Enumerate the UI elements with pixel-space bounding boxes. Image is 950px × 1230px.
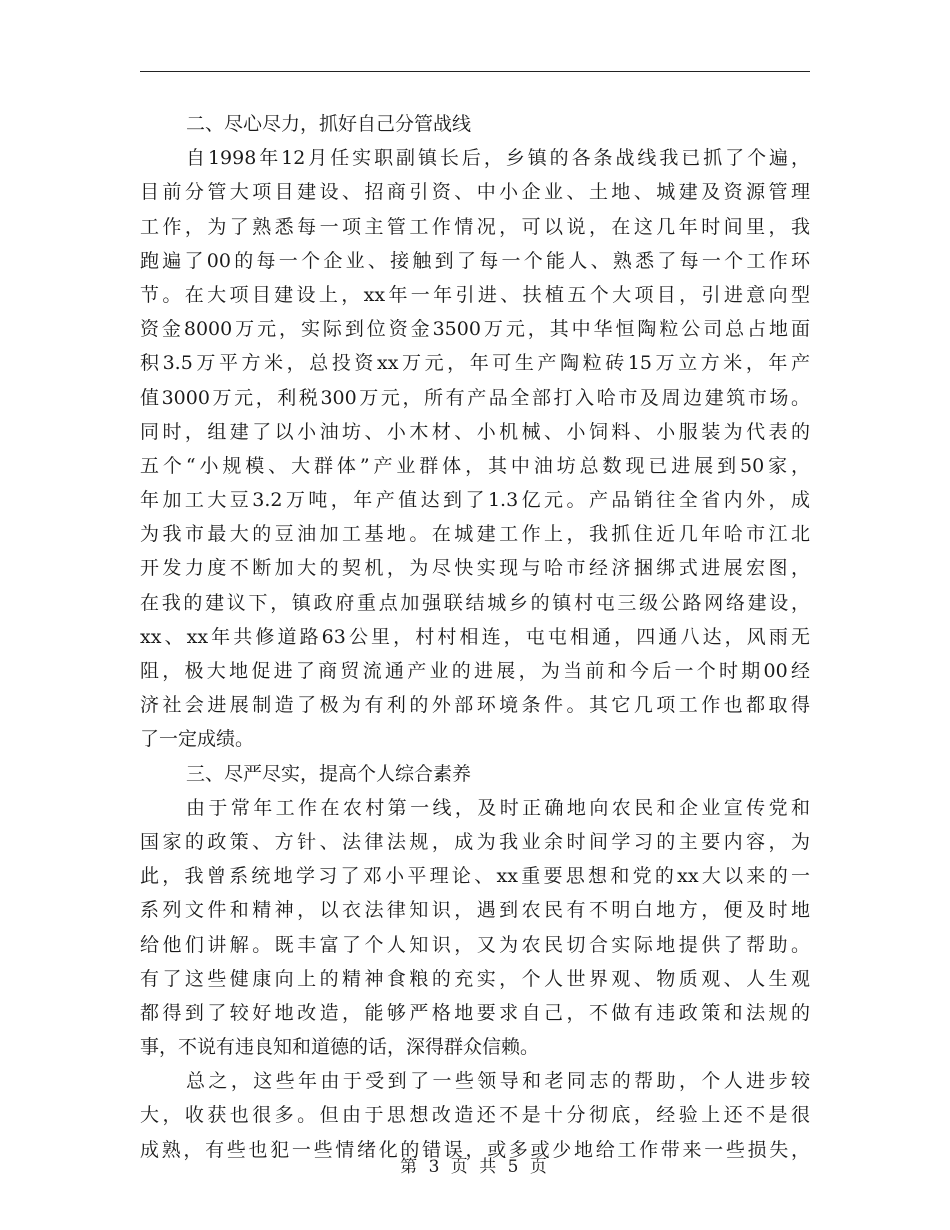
document-body — [140, 107, 810, 1167]
paragraph-line: 阻，极大地促进了商贸流通产业的进展，为当前和今后一个时期00经 — [140, 660, 810, 682]
section-heading-3: 三、尽严尽实，提高个人综合素养 — [186, 762, 472, 785]
header-rule — [140, 71, 810, 72]
paragraph-line: 此，我曾系统地学习了邓小平理论、xx重要思想和党的xx大以来的一 — [140, 865, 810, 888]
paragraph-line: 济社会进展制造了极为有利的外部环境条件。其它几项工作也都取得 — [140, 694, 810, 717]
paragraph-line: 总之，这些年由于受到了一些领导和老同志的帮助，个人进步较 — [186, 1070, 810, 1093]
section-heading-2: 二、尽心尽力，抓好自己分管战线 — [186, 113, 472, 135]
paragraph-line: 值3000万元，利税300万元，所有产品全部打入哈市及周边建筑市场。 — [140, 386, 810, 409]
paragraph-line: 成熟，有些也犯一些情绪化的错误，或多或少地给工作带来一些损失， — [140, 1138, 810, 1161]
paragraph-line: 五个“小规模、大群体”产业群体，其中油坊总数现已进展到50家， — [140, 454, 810, 477]
paragraph-line: 工作，为了熟悉每一项主管工作情况，可以说，在这几年时间里，我 — [140, 215, 810, 238]
paragraph-line: 由于常年工作在农村第一线，及时正确地向农民和企业宣传党和 — [186, 796, 810, 819]
paragraph-line: 国家的政策、方针、法律法规，成为我业余时间学习的主要内容，为 — [140, 830, 810, 853]
paragraph-line: 了一定成绩。 — [140, 728, 255, 751]
paragraph-line: 系列文件和精神，以衣法律知识，遇到农民有不明白地方，便及时地 — [140, 899, 810, 922]
paragraph-line: 开发力度不断加大的契机，为尽快实现与哈市经济捆绑式进展宏图， — [140, 557, 810, 580]
paragraph-line: 目前分管大项目建设、招商引资、中小企业、土地、城建及资源管理 — [140, 181, 810, 204]
paragraph-line: 跑遍了00的每一个企业、接触到了每一个能人、熟悉了每一个工作环 — [140, 249, 810, 272]
paragraph-line: 都得到了较好地改造，能够严格地要求自己，不做有违政策和法规的 — [140, 1001, 810, 1024]
paragraph-line: 给他们讲解。既丰富了个人知识，又为农民切合实际地提供了帮助。 — [140, 933, 810, 956]
paragraph-line: 同时，组建了以小油坊、小木材、小机械、小饲料、小服装为代表的 — [140, 420, 810, 443]
paragraph-line: 积3.5万平方米，总投资xx万元，年可生产陶粒砖15万立方米，年产 — [140, 352, 810, 375]
paragraph-line: 节。在大项目建设上，xx年一年引进、扶植五个大项目，引进意向型 — [140, 283, 810, 306]
paragraph-line: xx、xx年共修道路63公里，村村相连，屯屯相通，四通八达，风雨无 — [140, 625, 810, 648]
paragraph-line: 有了这些健康向上的精神食粮的充实，个人世界观、物质观、人生观 — [140, 967, 810, 990]
paragraph-line: 资金8000万元，实际到位资金3500万元，其中华恒陶粒公司总占地面 — [140, 318, 810, 341]
paragraph-line: 自1998年12月任实职副镇长后，乡镇的各条战线我已抓了个遍， — [186, 147, 810, 170]
paragraph-line: 大，收获也很多。但由于思想改造还不是十分彻底，经验上还不是很 — [140, 1104, 810, 1127]
paragraph-line: 年加工大豆3.2万吨，年产值达到了1.3亿元。产品销往全省内外，成 — [140, 489, 810, 512]
page-number: 第 3 页 共 5 页 — [400, 1157, 550, 1177]
paragraph-line: 事，不说有违良知和道德的话，深得群众信赖。 — [140, 1036, 540, 1059]
paragraph-line: 在我的建议下，镇政府重点加强联结城乡的镇村屯三级公路网络建设， — [140, 591, 810, 614]
paragraph-line: 为我市最大的豆油加工基地。在城建工作上，我抓住近几年哈市江北 — [140, 523, 810, 546]
